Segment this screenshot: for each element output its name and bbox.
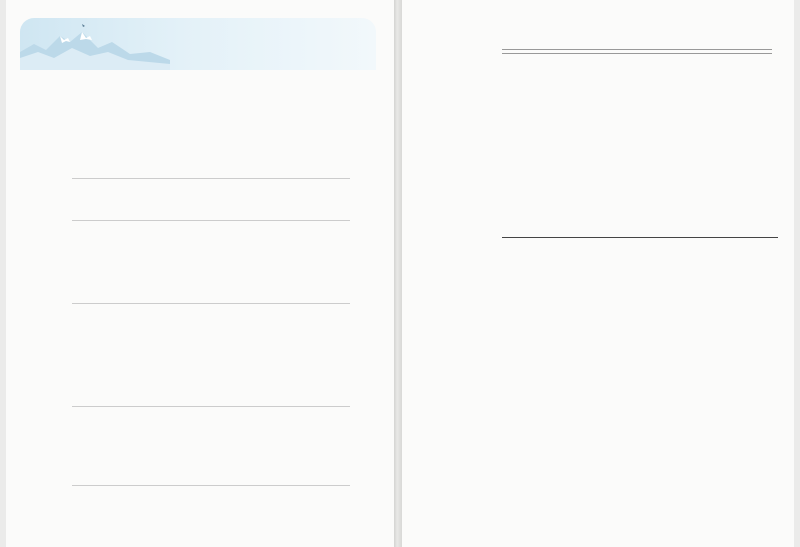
cip-divider xyxy=(502,53,772,54)
book-gutter xyxy=(394,0,402,547)
toc-group-divider xyxy=(72,220,350,221)
toc-group-divider xyxy=(72,406,350,407)
right-page-copyright xyxy=(402,0,794,547)
contents-banner xyxy=(20,18,376,70)
toc-group-divider xyxy=(72,178,350,179)
toc-group-divider xyxy=(72,303,350,304)
snow-mountain-illustration xyxy=(20,18,170,70)
toc-group-divider xyxy=(72,485,350,486)
cip-block xyxy=(502,44,772,54)
book-info xyxy=(502,230,778,238)
credits-top-rule xyxy=(502,237,778,238)
left-page-contents xyxy=(6,0,394,547)
cip-divider xyxy=(502,49,772,50)
